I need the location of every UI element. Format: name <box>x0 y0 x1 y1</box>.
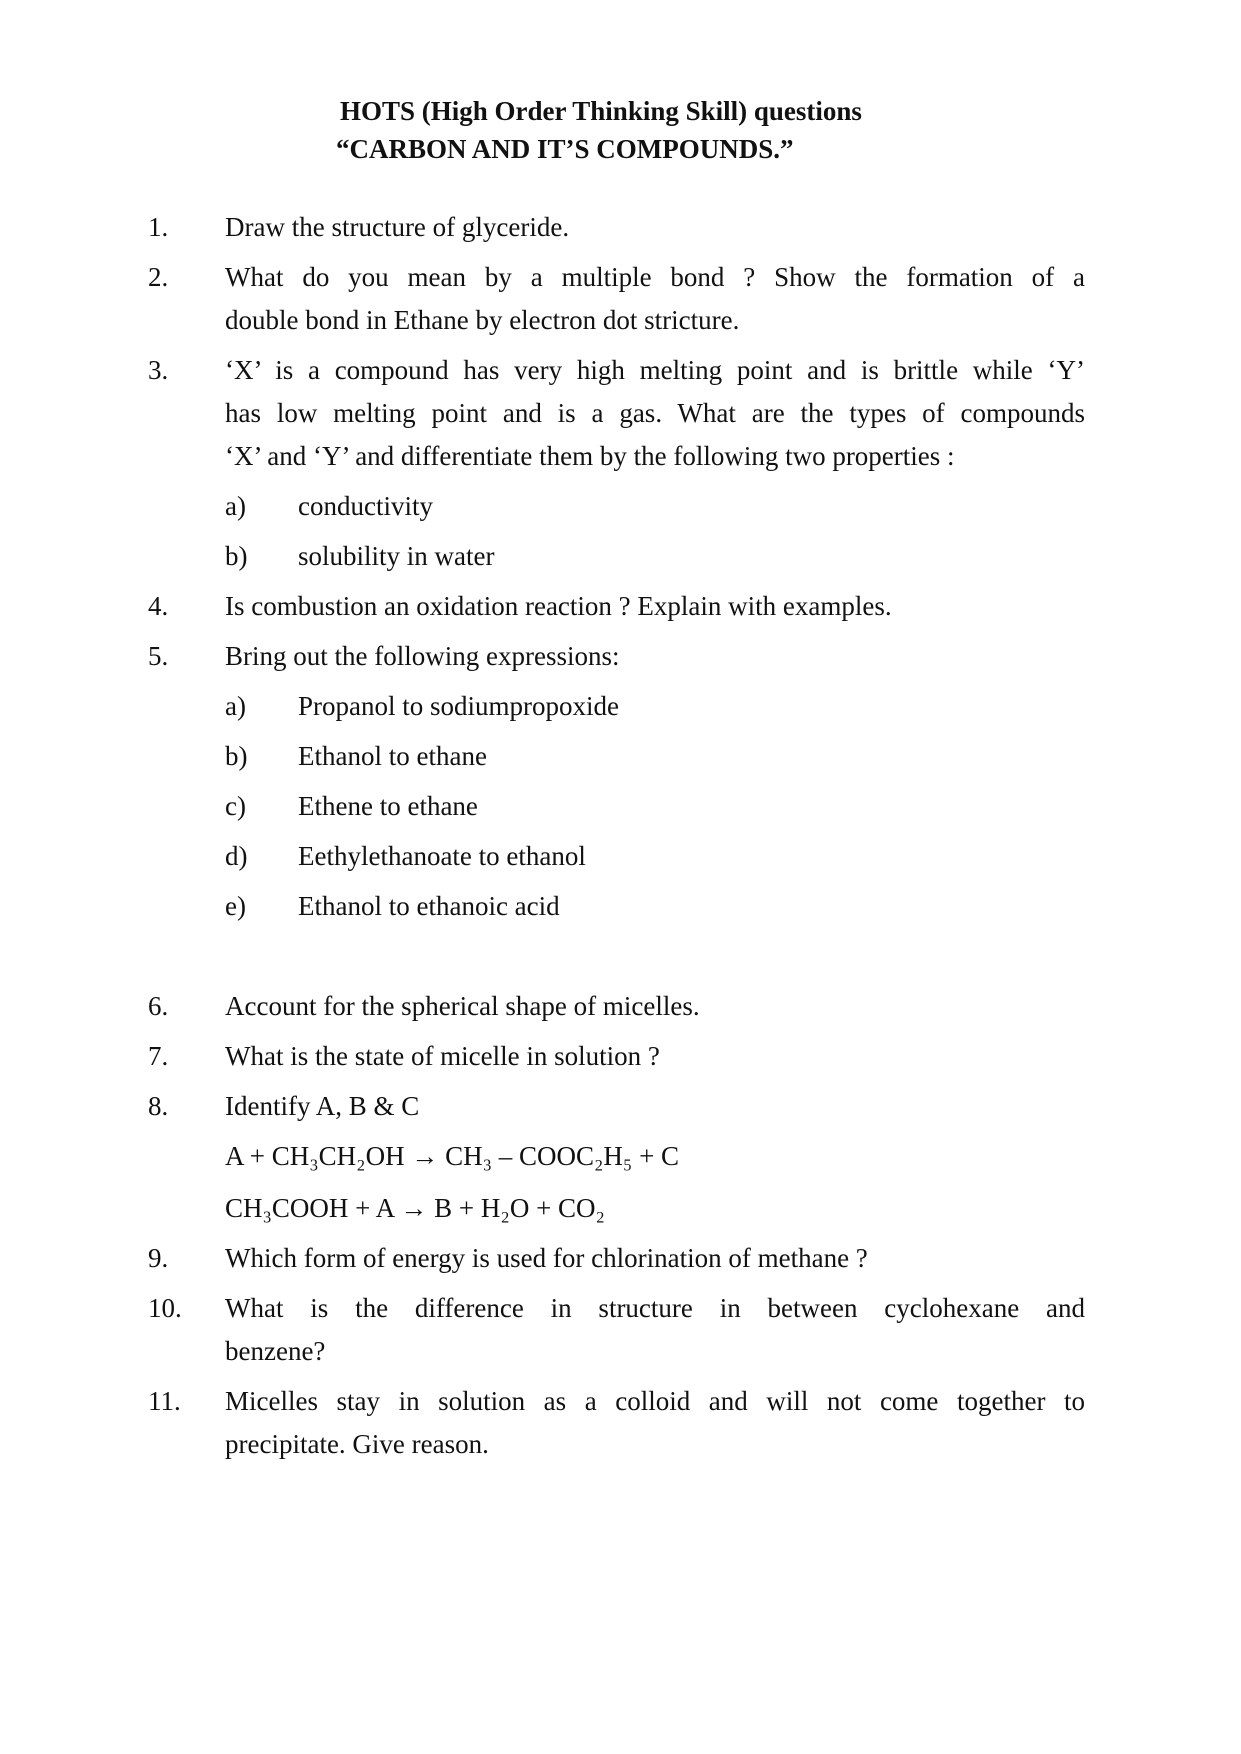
question-text: benzene? <box>225 1336 326 1366</box>
sub-item-text: Ethanol to ethanoic acid <box>298 891 560 921</box>
question-number: 4. <box>148 591 169 621</box>
question-number: 6. <box>148 991 169 1021</box>
question-text: Identify A, B & C <box>225 1091 420 1121</box>
chemical-equation: A + CH₃CH₂OH → CH₃ – COOC₂H₅ + C <box>225 1141 680 1171</box>
question-text: What do you mean by a multiple bond ? Show the formation of a <box>225 262 1085 292</box>
question-text: What is the difference in structure in between cyclohexane and <box>225 1293 1085 1323</box>
sub-item-text: conductivity <box>298 491 433 521</box>
document-title <box>336 92 862 168</box>
sub-item-letter: a) <box>225 491 246 521</box>
sub-item-text: Propanol to sodiumpropoxide <box>298 691 619 721</box>
question-text: ‘X’ and ‘Y’ and differentiate them by the following two properties : <box>225 441 955 471</box>
sub-item-text: solubility in water <box>298 541 495 571</box>
question-number: 10. <box>148 1293 182 1323</box>
title-line-1: HOTS (High Order Thinking Skill) questions <box>340 96 862 126</box>
sub-item-letter: b) <box>225 541 248 571</box>
question-number: 2. <box>148 262 169 292</box>
question-number: 1. <box>148 212 169 242</box>
sub-item-letter: d) <box>225 841 248 871</box>
question-text: double bond in Ethane by electron dot stricture. <box>225 305 740 335</box>
sub-item-text: Ethene to ethane <box>298 791 478 821</box>
question-text: precipitate. Give reason. <box>225 1429 489 1459</box>
sub-item-letter: e) <box>225 891 246 921</box>
title-line-2: “CARBON AND IT’S COMPOUNDS.” <box>336 134 794 164</box>
chemical-equation: CH₃COOH + A → B + H₂O + CO₂ <box>225 1193 605 1223</box>
question-text: ‘X’ is a compound has very high melting point and is brittle while ‘Y’ <box>225 355 1085 385</box>
sub-item-letter: c) <box>225 791 246 821</box>
question-text: Bring out the following expressions: <box>225 641 620 671</box>
sub-item-text: Ethanol to ethane <box>298 741 487 771</box>
question-text: Account for the spherical shape of micelles. <box>225 991 700 1021</box>
question-text: What is the state of micelle in solution ? <box>225 1041 660 1071</box>
question-number: 11. <box>148 1386 181 1416</box>
question-number: 9. <box>148 1243 169 1273</box>
sub-item-letter: a) <box>225 691 246 721</box>
question-number: 8. <box>148 1091 169 1121</box>
question-number: 7. <box>148 1041 169 1071</box>
question-text: Draw the structure of glyceride. <box>225 212 570 242</box>
question-text: Is combustion an oxidation reaction ? Explain with examples. <box>225 591 892 621</box>
question-number: 3. <box>148 355 169 385</box>
question-number: 5. <box>148 641 169 671</box>
question-text: Which form of energy is used for chlorination of methane ? <box>225 1243 868 1273</box>
question-text: Micelles stay in solution as a colloid and will not come together to <box>225 1386 1085 1416</box>
sub-item-text: Eethylethanoate to ethanol <box>298 841 586 871</box>
sub-item-letter: b) <box>225 741 248 771</box>
question-text: has low melting point and is a gas. What are the types of compounds <box>225 398 1085 428</box>
